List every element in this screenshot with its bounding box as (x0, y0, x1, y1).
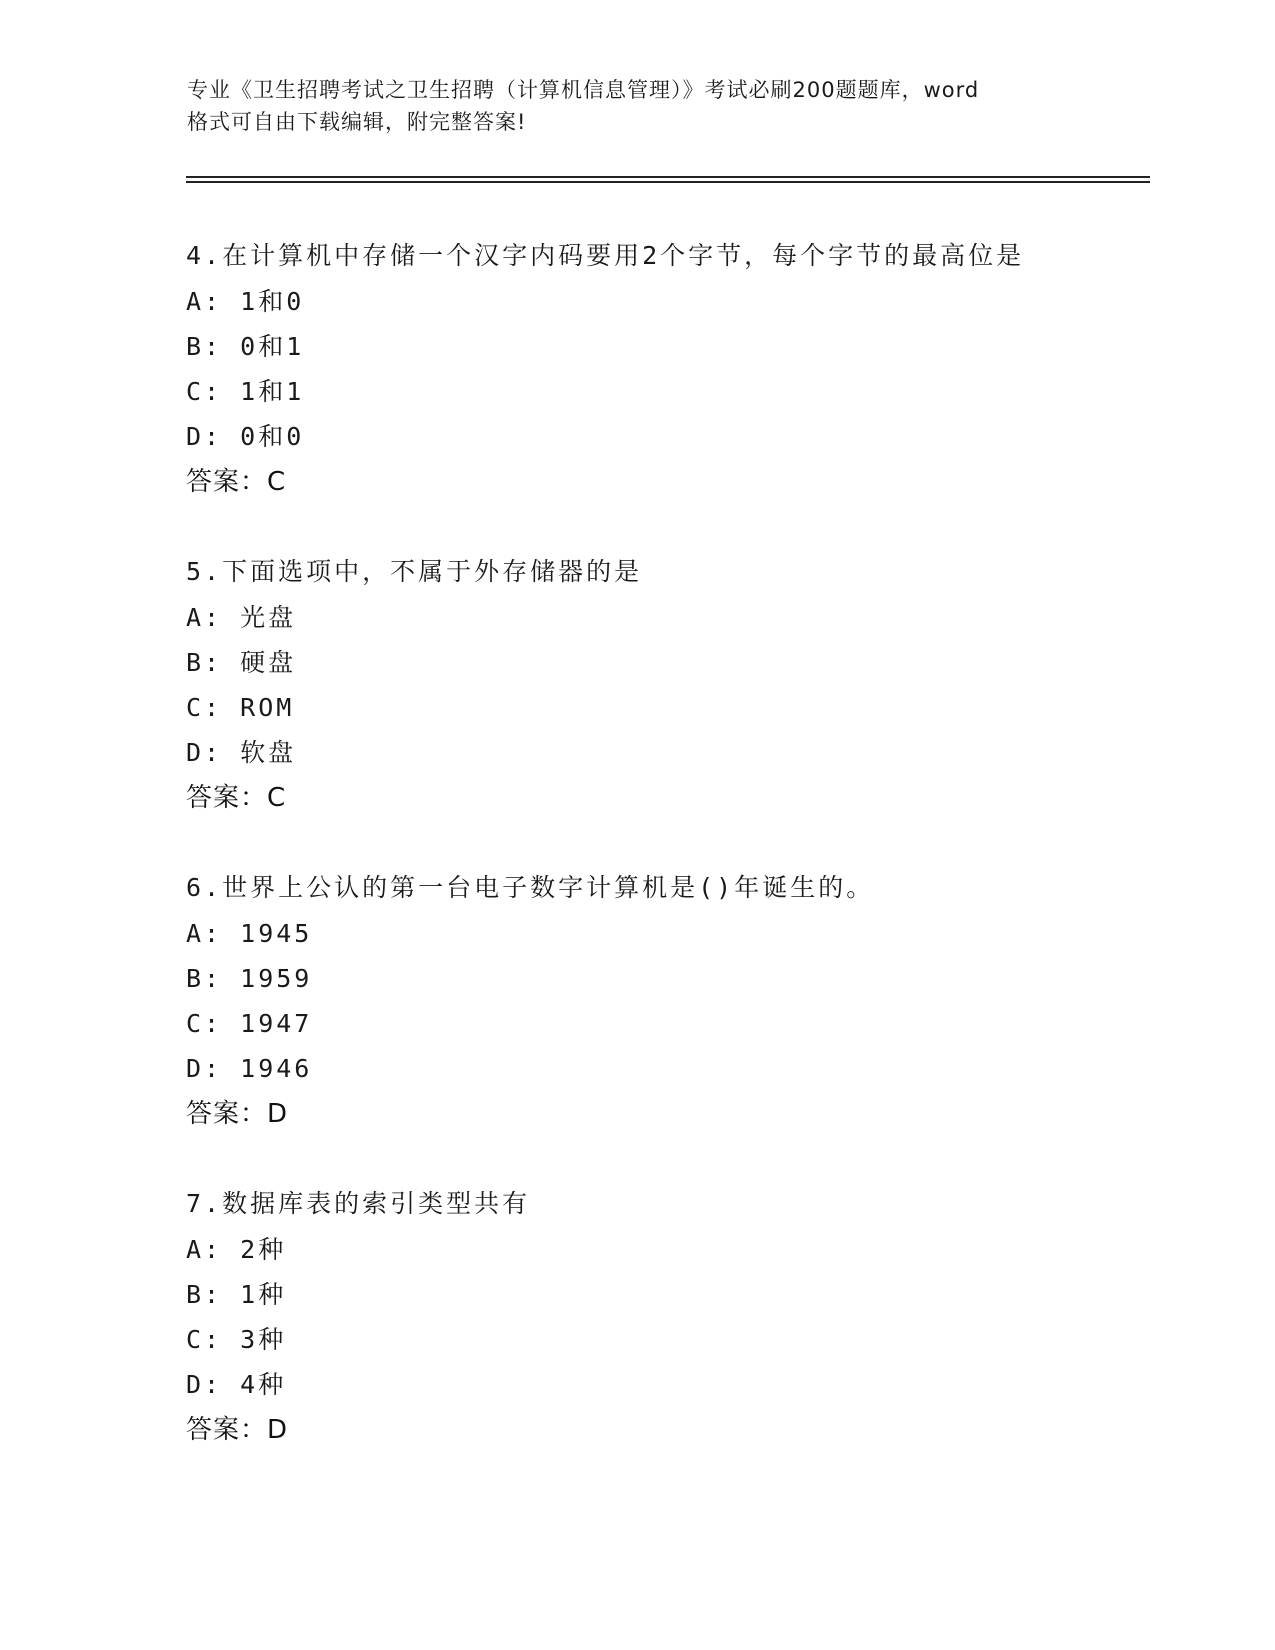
option-b: B: 0和1 (186, 332, 305, 361)
option-b: B: 1959 (186, 964, 313, 993)
answer-line: 答案：C (186, 783, 287, 813)
document-header (187, 74, 1087, 138)
option-d: D: 软盘 (186, 738, 297, 767)
answer-line: 答案：D (186, 1415, 289, 1445)
question-item (186, 868, 1146, 1140)
option-d: D: 1946 (186, 1054, 313, 1083)
option-d: D: 0和0 (186, 422, 305, 451)
header-line-2: 格式可自由下载编辑，附完整答案! (187, 110, 527, 134)
option-a: A: 1和0 (186, 287, 305, 316)
option-a: A: 光盘 (186, 603, 297, 632)
question-item (186, 552, 1146, 824)
option-b: B: 1种 (186, 1280, 287, 1309)
header-line-1: 专业《卫生招聘考试之卫生招聘（计算机信息管理）》考试必刷200题题库，word (187, 78, 980, 102)
option-c: C: 1和1 (186, 377, 305, 406)
option-b: B: 硬盘 (186, 648, 297, 677)
option-c: C: 1947 (186, 1009, 313, 1038)
option-d: D: 4种 (186, 1370, 287, 1399)
option-a: A: 1945 (186, 919, 313, 948)
question-stem: 4.在计算机中存储一个汉字内码要用2个字节，每个字节的最高位是 (186, 241, 1025, 270)
option-a: A: 2种 (186, 1235, 287, 1264)
question-item (186, 236, 1146, 508)
answer-line: 答案：D (186, 1099, 289, 1129)
answer-line: 答案：C (186, 467, 287, 497)
question-stem: 7.数据库表的索引类型共有 (186, 1189, 531, 1218)
option-c: C: 3种 (186, 1325, 287, 1354)
question-list (186, 236, 1146, 1500)
option-c: C: ROM (186, 693, 295, 722)
header-divider-top (186, 176, 1150, 178)
question-item (186, 1184, 1146, 1456)
header-divider-bottom (186, 181, 1150, 183)
question-stem: 5.下面选项中，不属于外存储器的是 (186, 557, 643, 586)
question-stem: 6.世界上公认的第一台电子数字计算机是()年诞生的。 (186, 873, 875, 902)
